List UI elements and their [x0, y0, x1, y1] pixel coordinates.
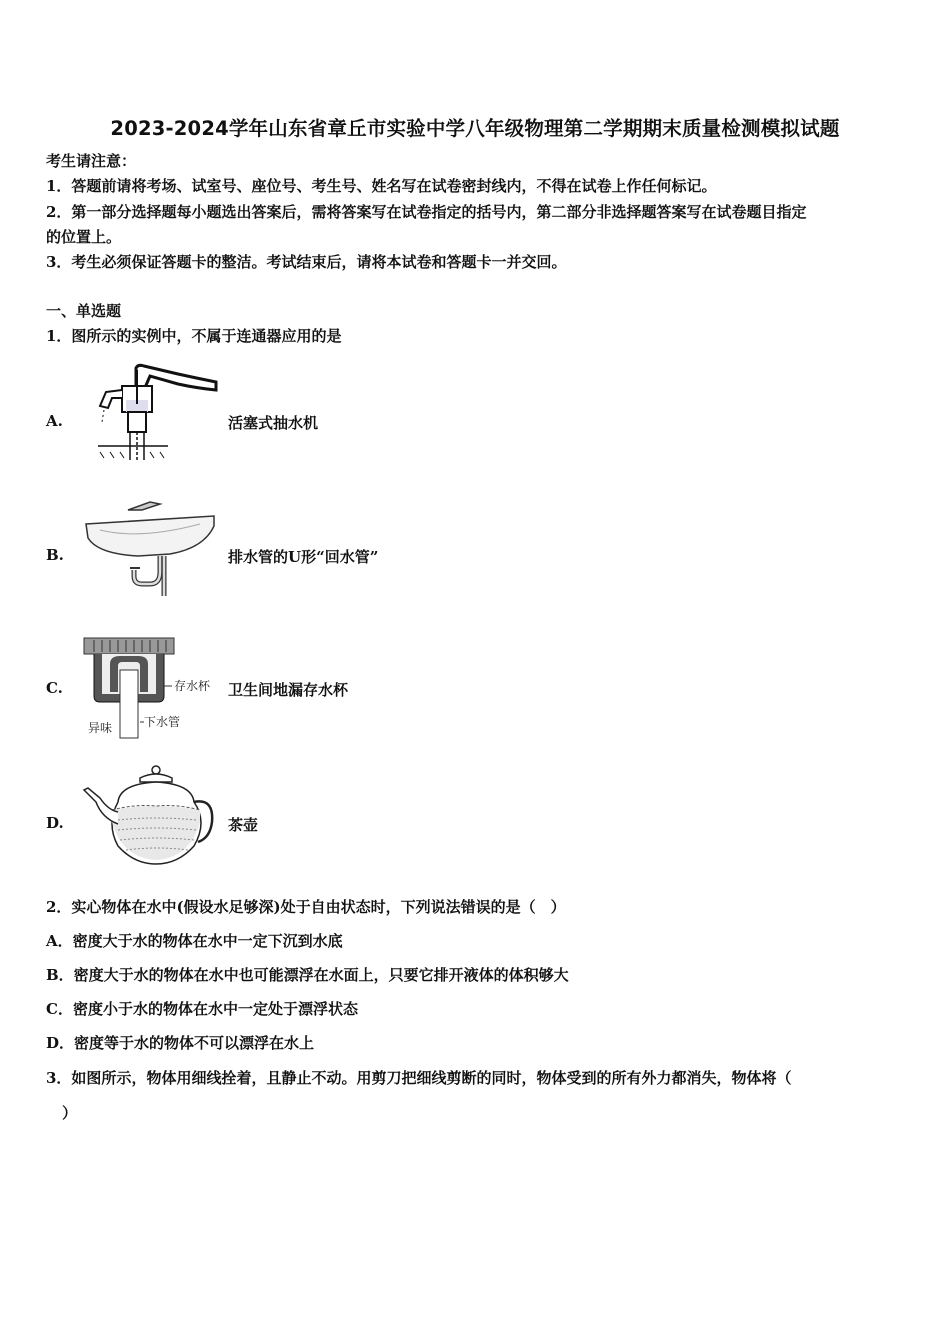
q1-option-d-letter: D.	[46, 814, 64, 832]
q1-option-c-letter: C.	[46, 679, 63, 697]
q2-option-c: C．密度小于水的物体在水中一定处于漂浮状态	[46, 1000, 358, 1018]
notice-item-2-cont: 的位置上。	[46, 228, 122, 246]
q1-option-a-text: 活塞式抽水机	[228, 414, 319, 432]
sink-u-pipe-icon	[80, 496, 225, 600]
drain-odor-label: 异味	[88, 721, 113, 735]
q1-stem: 1．图所示的实例中，不属于连通器应用的是	[46, 327, 342, 345]
notice-heading: 考生请注意：	[46, 152, 137, 170]
notice-item-2: 2．第一部分选择题每小题选出答案后，需将答案写在试卷指定的括号内，第二部分非选择题答案写在试卷题目指定	[46, 203, 807, 221]
q2-option-b: B．密度大于水的物体在水中也可能漂浮在水面上，只要它排开液体的体积够大	[46, 966, 569, 984]
teapot-icon	[78, 762, 218, 868]
section-heading: 一、单选题	[46, 302, 122, 320]
notice-item-1: 1．答题前请将考场、试室号、座位号、考生号、姓名写在试卷密封线内，不得在试卷上作任何标记。	[46, 177, 717, 195]
q1-option-d-text: 茶壶	[228, 816, 259, 834]
floor-drain-icon	[80, 634, 228, 740]
q1-option-a-letter: A.	[46, 412, 63, 430]
q1-option-b-letter: B.	[46, 546, 64, 564]
drain-pipe-label: 下水管	[144, 715, 181, 729]
q3-stem-cont: ）	[62, 1104, 78, 1122]
piston-pump-icon	[78, 360, 223, 468]
q3-stem: 3．如图所示，物体用细线拴着，且静止不动。用剪刀把细线剪断的同时，物体受到的所有外力都消失，物体将（	[46, 1069, 792, 1087]
drain-cup-label: 存水杯	[174, 679, 211, 693]
q2-option-d: D．密度等于水的物体不可以漂浮在水上	[46, 1034, 315, 1052]
q2-stem: 2．实心物体在水中(假设水足够深)处于自由状态时，下列说法错误的是（ ）	[46, 898, 566, 916]
exam-title: 2023-2024学年山东省章丘市实验中学八年级物理第二学期期末质量检测模拟试题	[110, 117, 840, 140]
q2-option-a: A．密度大于水的物体在水中一定下沉到水底	[46, 932, 343, 950]
q1-option-c-text: 卫生间地漏存水杯	[228, 681, 349, 699]
notice-item-3: 3．考生必须保证答题卡的整洁。考试结束后，请将本试卷和答题卡一并交回。	[46, 253, 567, 271]
q1-option-b-text: 排水管的U形“回水管”	[228, 548, 379, 566]
